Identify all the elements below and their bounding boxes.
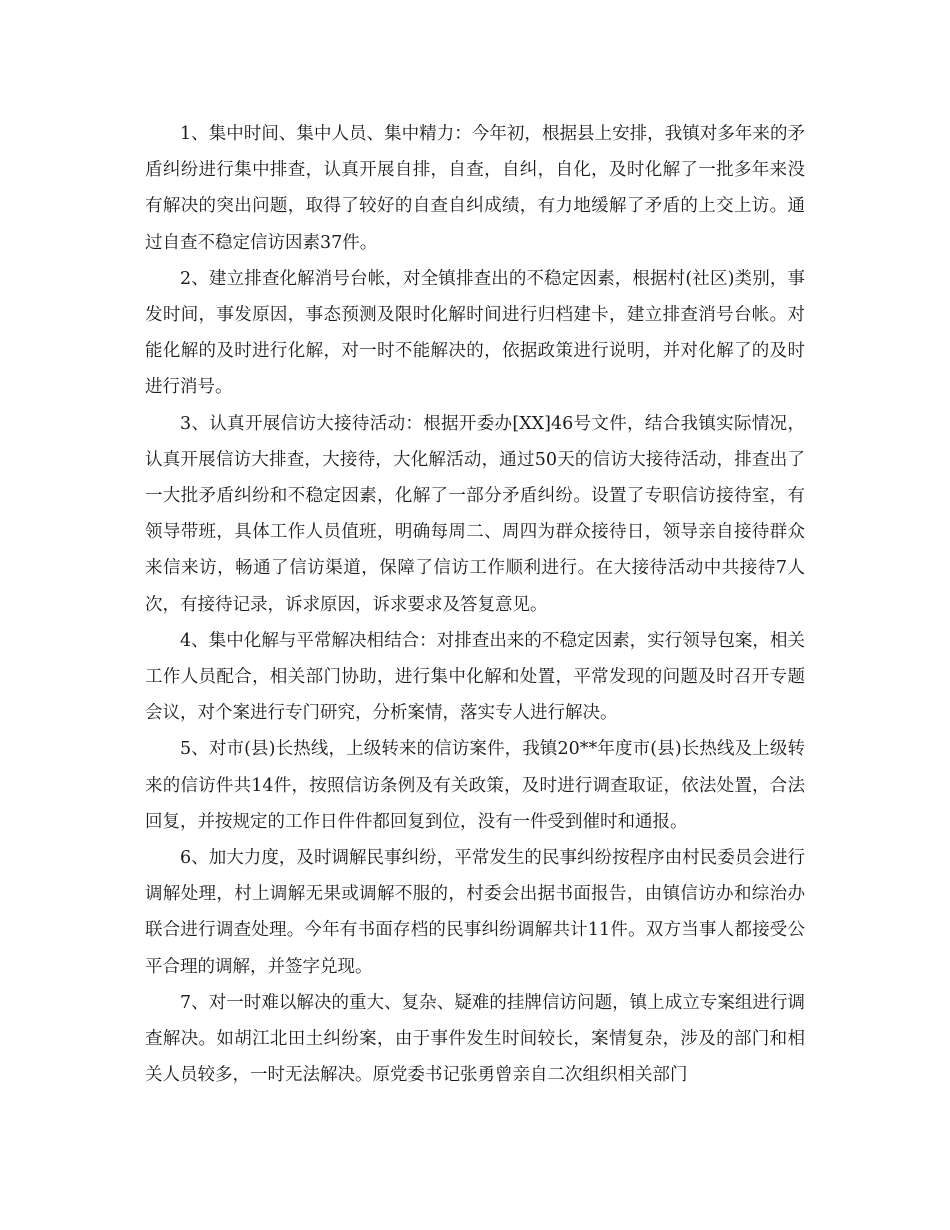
paragraph-4: 4、集中化解与平常解决相结合：对排查出来的不稳定因素，实行领导包案，相关工作人员配合，相关部门协助，进行集中化解和处置，平常发现的问题及时召开专题会议，对个案进行专门研究，分析案情，落实专人进行解决。: [145, 630, 805, 724]
paragraph-6: 6、加大力度，及时调解民事纠纷，平常发生的民事纠纷按程序由村民委员会进行调解处理，村上调解无果或调解不服的，村委会出据书面报告，由镇信访办和综治办联合进行调查处理。今年有书面存档的民事纠纷调解共计11件。双方当事人都接受公平合理的调解，并签字兑现。: [145, 848, 805, 977]
paragraph-5: 5、对市(县)长热线，上级转来的信访案件，我镇20**年度市(县)长热线及上级转来的信访件共14件，按照信访条例及有关政策，及时进行调查取证，依法处置，合法回复，并按规定的工作日件件都回复到位，没有一件受到催时和通报。: [145, 739, 805, 832]
document-body: [145, 116, 805, 1093]
paragraph-2: 2、建立排查化解消号台帐，对全镇排查出的不稳定因素，根据村(社区)类别，事发时间，事发原因，事态预测及限时化解时间进行归档建卡，建立排查消号台帐。对能化解的及时进行化解，对一时不能解决的，依据政策进行说明，并对化解了的及时进行消号。: [145, 268, 805, 398]
paragraph-7: 7、对一时难以解决的重大、复杂、疑难的挂牌信访问题，镇上成立专案组进行调查解决。如胡江北田土纠纷案，由于事件发生时间较长，案情复杂，涉及的部门和相关人员较多，一时无法解决。原党委书记张勇曾亲自二次组织相关部门: [145, 992, 805, 1086]
paragraph-3: 3、认真开展信访大接待活动：根据开委办[XX]46号文件，结合我镇实际情况，认真开展信访大排查，大接待，大化解活动，通过50天的信访大接待活动，排查出了一大批矛盾纠纷和不稳定因素，化解了一部分矛盾纠纷。设置了专职信访接待室，有领导带班，具体工作人员值班，明确每周二、周四为群众接待日，领导亲自接待群众来信来访，畅通了信访渠道，保障了信访工作顺利进行。在大接待活动中共接待7人次，有接待记录，诉求原因，诉求要求及答复意见。: [145, 413, 805, 615]
paragraph-1: 1、集中时间、集中人员、集中精力：今年初，根据县上安排，我镇对多年来的矛盾纠纷进行集中排查，认真开展自排，自查，自纠，自化，及时化解了一批多年来没有解决的突出问题，取得了较好的自查自纠成绩，有力地缓解了矛盾的上交上访。通过自查不稳定信访因素37件。: [145, 124, 805, 253]
